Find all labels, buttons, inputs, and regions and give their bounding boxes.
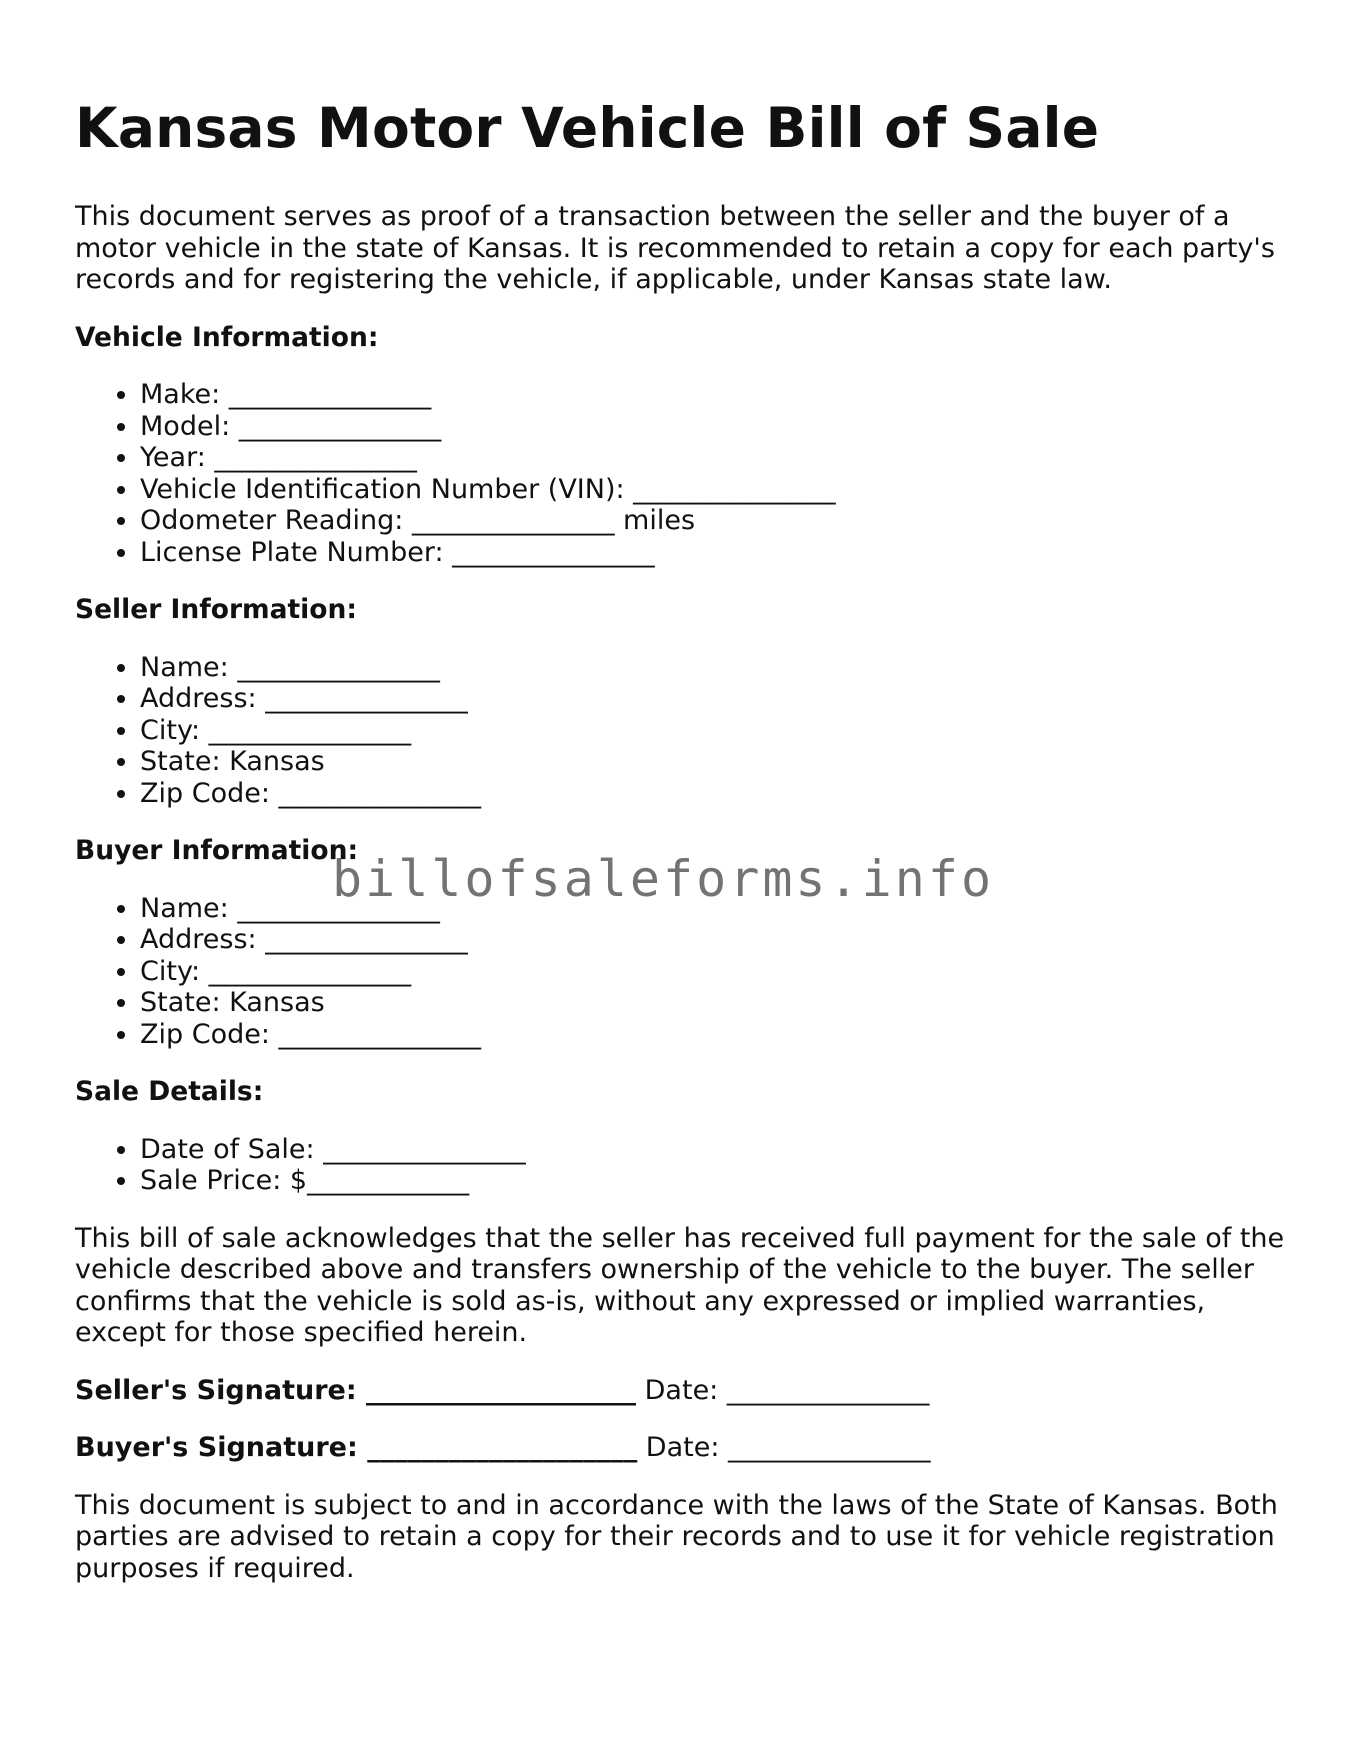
acknowledgement-paragraph: This bill of sale acknowledges that the seller has received full payment for the sale of the vehicle described above and transfers ownership of the vehicle to the buyer. The seller confirms that the vehicle is sold as-is, without any expressed or implied warranties, except for those specified herein. xyxy=(75,1222,1285,1348)
seller-state-field: • State: Kansas xyxy=(140,746,1295,778)
vehicle-info-list xyxy=(75,379,1295,568)
buyer-info-heading: Buyer Information: xyxy=(75,835,359,866)
buyer-name-field[interactable]: • Name: _______________ xyxy=(140,893,1295,925)
closing-paragraph: This document is subject to and in accordance with the laws of the State of Kansas. Both parties are advised to retain a copy for their records and to use it for vehicle registration purposes if required. xyxy=(75,1489,1278,1584)
watermark: billofsaleforms.info xyxy=(332,850,995,908)
buyer-city-field[interactable]: • City: _______________ xyxy=(140,956,1295,988)
vehicle-make-field[interactable]: • Make: _______________ xyxy=(140,379,1295,411)
seller-signature-date[interactable]: Date: _______________ xyxy=(636,1374,930,1406)
seller-name-field[interactable]: • Name: _______________ xyxy=(140,652,1295,684)
vehicle-vin-field[interactable]: • Vehicle Identification Number (VIN): _______________ xyxy=(140,474,1295,506)
buyer-zip-field[interactable]: • Zip Code: _______________ xyxy=(140,1019,1295,1051)
seller-city-field[interactable]: • City: _______________ xyxy=(140,715,1295,747)
buyer-state-field: • State: Kansas xyxy=(140,987,1295,1019)
seller-info-list xyxy=(75,652,1295,810)
seller-signature-line[interactable] xyxy=(75,1375,1295,1407)
vehicle-odometer-field[interactable]: • Odometer Reading: _______________ miles xyxy=(140,505,1295,537)
buyer-signature-label[interactable]: Buyer's Signature: ____________________ xyxy=(75,1432,638,1463)
buyer-info-list xyxy=(75,893,1295,1051)
sale-date-field[interactable]: • Date of Sale: _______________ xyxy=(140,1134,1295,1166)
seller-address-field[interactable]: • Address: _______________ xyxy=(140,683,1295,715)
seller-zip-field[interactable]: • Zip Code: _______________ xyxy=(140,778,1295,810)
vehicle-year-field[interactable]: • Year: _______________ xyxy=(140,442,1295,474)
seller-signature-label[interactable]: Seller's Signature: ____________________ xyxy=(75,1374,637,1406)
seller-info-heading: Seller Information: xyxy=(75,594,357,625)
buyer-signature-line[interactable] xyxy=(75,1432,1295,1464)
buyer-address-field[interactable]: • Address: _______________ xyxy=(140,924,1295,956)
intro-paragraph: This document serves as proof of a transaction between the seller and the buyer of a motor vehicle in the state of Kansas. It is recommended to retain a copy for each party's records and for registering the vehicle, if applicable, under Kansas state law. xyxy=(75,201,1275,295)
buyer-signature-date[interactable]: Date: _______________ xyxy=(637,1432,931,1463)
sale-details-heading: Sale Details: xyxy=(75,1076,264,1107)
vehicle-model-field[interactable]: • Model: _______________ xyxy=(140,411,1295,443)
sale-details-list xyxy=(75,1134,1295,1197)
document-title: Kansas Motor Vehicle Bill of Sale xyxy=(75,96,1100,160)
sale-price-field[interactable]: • Sale Price: $____________ xyxy=(140,1165,1295,1197)
vehicle-info-heading: Vehicle Information: xyxy=(75,321,379,353)
vehicle-plate-field[interactable]: • License Plate Number: _______________ xyxy=(140,537,1295,569)
